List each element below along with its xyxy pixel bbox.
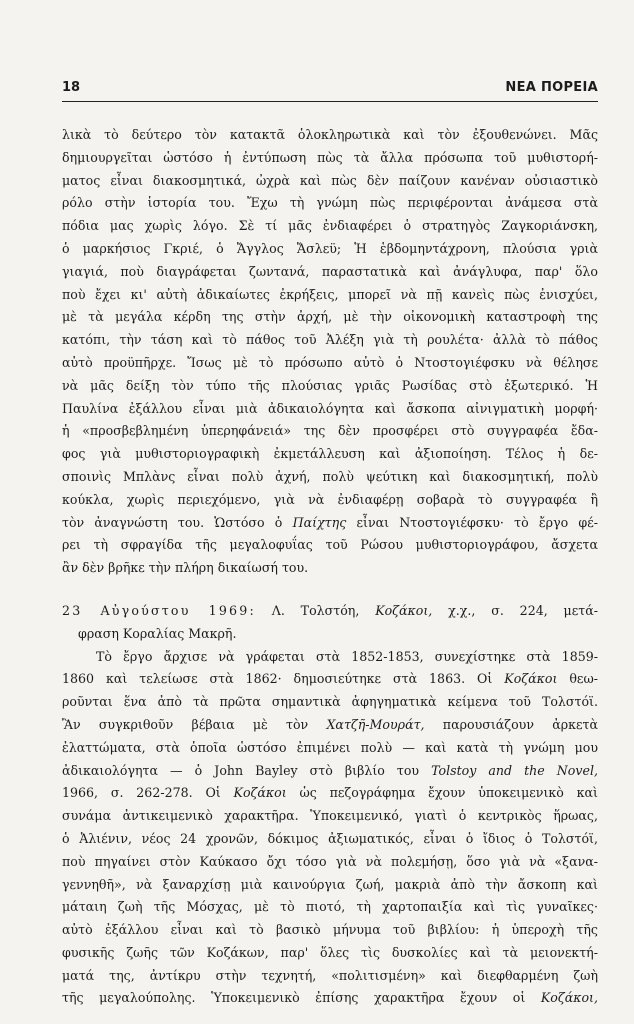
text-line: γιαγιά, ποὺ διαγράφεται ζωντανά, παραστατικὰ καὶ ἀνάγλυφα, παρ' ὅλο <box>62 263 598 279</box>
text-line: ἐλαττώματα, στὰ ὁποῖα ὡστόσο ἐπιμένει πολὺ — καὶ κατὰ τὴ γνώμη μου <box>62 739 598 755</box>
text-line: ὁ Ἀλιένιν, νέος 24 χρονῶν, δόκιμος ἀξιωματικός, εἶναι ὁ ἴδιος ὁ Τολστόϊ, <box>62 830 598 846</box>
text-line: ὁ μαρκήσιος Γκριέ, ὁ Ἄγγλος Ἄσλεϋ; Ἡ ἑβδομηντάχρονη, πλούσια γριὰ <box>62 240 598 256</box>
book-entry <box>62 600 598 646</box>
text-fragment: 1966, σ. 262-278. Οἱ <box>62 785 221 801</box>
text-line: ἡ «προσβεβλημένη ὑπερηφάνειά» της δὲν προσφέρει στὸ συγγραφέα ἔδα- <box>62 423 598 439</box>
text-line: δημιουργεῖται ὡστόσο ἡ ἐντύπωση πὼς τὰ ἄλλα πρόσωπα τοῦ μυθιστορή- <box>62 149 598 165</box>
text-line: ρόλο στὴν ἱστορία του. Ἔχω τὴ γνώμη πὼς περιφέρονται ἀνάμεσα στὰ <box>62 195 598 211</box>
text-fragment: 1860 καὶ τελείωσε στὰ 1862· δημοσιεύτηκε στὰ 1863. Οἱ <box>62 671 493 687</box>
text-line: κούκλα, χωρὶς περιεχόμενο, γιὰ νὰ ἐνδιαφέρῃ σοβαρὰ τὸ συγγραφέα ἢ <box>62 491 598 507</box>
entry-translator-line: φραση Κοραλίας Μακρῆ. <box>78 625 237 641</box>
text-fragment: τῆς μεγαλούπολης. Ὑποκειμενικὸ ἐπίσης χαρακτῆρα ἔχουν οἱ <box>62 990 526 1006</box>
text-line: κατόπι, τὴν τάση καὶ τὸ πάθος τοῦ Ἀλέξη γιὰ τὴ ρουλέτα· ἀλλὰ τὸ πάθος <box>62 332 598 348</box>
text-line: ποὺ πηγαίνει στὸν Καύκασο ὄχι τόσο γιὰ νὰ πολεμήσῃ, ὅσο γιὰ νὰ «ξανα- <box>62 853 598 869</box>
text-line: λικὰ τὸ δεύτερο τὸν κατακτᾶ ὁλοκληρωτικὰ καὶ τὸν ἐξουθενώνει. Μᾶς <box>62 127 598 142</box>
text-line: νὰ μᾶς δείξη τὸν τύπο τῆς πλούσιας γριᾶς Ρωσίδας στὸ ἐξωτερικό. Ἡ <box>62 377 598 393</box>
text-fragment: παρουσιάζουν ἀρκετὰ <box>442 716 598 732</box>
paragraph-2 <box>62 646 598 1011</box>
page-number: 18 <box>62 80 81 95</box>
text-line <box>62 987 598 1010</box>
paragraph-1 <box>62 124 598 580</box>
book-title-italic: Κοζάκοι, <box>540 990 598 1006</box>
text-line: ροῦνται ἕνα ἀπὸ τὰ πρῶτα σημαντικὰ ἀφηγηματικὰ κείμενα τοῦ Τολστόϊ. <box>62 694 598 710</box>
text-line <box>62 512 598 535</box>
text-line: Παυλίνα ἐξάλλου εἶναι μιὰ ἀδικαιολόγητα καὶ ἄσκοπα αἰνιγματικὴ μορφή· <box>62 400 598 416</box>
text-line: ματά της, ἀντίκρυ στὴν τεχνητή, «πολιτισμένη» καὶ διεφθαρμένη ζωὴ <box>62 967 598 983</box>
text-line: πόδια μας χωρὶς λόγο. Σὲ τί μᾶς ἐνδιαφέρει ὁ στρατηγὸς Ζαγκοριάνσκη, <box>62 218 598 234</box>
text-line: ἂν δὲν βρῆκε τὴν πλήρη δικαίωσή του. <box>62 560 309 576</box>
header-rule <box>62 101 598 102</box>
text-fragment: θεω- <box>569 671 598 687</box>
text-line: μάταιη ζωὴ τῆς Μόσχας, μὲ τὸ πιοτό, τὴ χαρτοπαιξία καὶ τὶς γυναῖκες· <box>62 899 598 915</box>
book-title-italic: Κοζάκοι <box>504 671 558 687</box>
entry-author: Λ. Τολστόη, <box>271 602 360 618</box>
text-fragment: Ἂν συγκριθοῦν βέβαια μὲ τὸν <box>62 716 309 732</box>
text-line <box>62 668 598 691</box>
text-line: συνάμα ἀντικειμενικὸ χαρακτῆρα. Ὑποκειμενικό, γιατὶ ὁ κεντρικὸς ἥρωας, <box>62 808 598 824</box>
entry-heading-line <box>62 600 598 623</box>
text-line: ματος εἶναι διακοσμητικά, ὠχρὰ καὶ πὼς δὲν παίζουν κανέναν οὐσιαστικὸ <box>62 172 598 188</box>
text-line <box>62 782 598 805</box>
text-fragment: ὡς πεζογράφημα ἔχουν ὑποκειμενικὸ καὶ <box>299 785 598 801</box>
book-title-italic: Κοζάκοι <box>233 785 287 801</box>
book-title-italic: Παίχτης <box>292 514 347 530</box>
entry-details: χ.χ., σ. 224, μετά- <box>448 602 598 618</box>
text-line: ποὺ ἔχει κι' αὐτὴ ἀδικαίωτες ἐκρήξεις, μπορεῖ νὰ πῇ κανεὶς πὼς ἐνισχύει, <box>62 286 598 302</box>
text-line: Τὸ ἔργο ἄρχισε νὰ γράφεται στὰ 1852-1853, συνεχίστηκε στὰ 1859- <box>96 648 598 664</box>
section-gap <box>62 580 598 600</box>
text-line <box>62 760 598 783</box>
text-line: φος γιὰ μυθιστοριογραφικὴ ἐκμετάλλευση καὶ ἀξιοποίηση. Τέλος ἡ δε- <box>62 446 598 462</box>
book-title-italic: Χατζῆ-Μουράτ, <box>326 716 425 732</box>
text-line: σποινὶς Μπλὰνς εἶναι πολὺ ἀχνή, πολὺ ψεύτικη καὶ διακοσμητική, πολὺ <box>62 468 598 484</box>
text-line: αὐτὸ προϋπῆρχε. Ἴσως μὲ τὸ πρόσωπο αὐτὸ ὁ Ντοστογιέφσκυ νὰ θέλησε <box>62 354 598 370</box>
text-line: μὲ τὰ μεγάλα κέρδη της στὴν ἀρχή, μὲ τὴν οἰκονομικὴ καταστροφὴ της <box>62 309 598 325</box>
text-fragment: εἶναι Ντοστογιέφσκυ· τὸ ἔργο φέ- <box>356 514 598 530</box>
text-line: ρει τὴ σφραγίδα τῆς μεγαλοφυΐας τοῦ Ρώσου μυθιστοριογράφου, ἄσχετα <box>62 537 598 553</box>
text-line: φυσικῆς ζωῆς τῶν Κοζάκων, παρ' ὅλες τὶς δυσκολίες καὶ τὰ μειονεκτή- <box>62 944 598 960</box>
text-fragment: τὸν ἀναγνώστη του. Ὡστόσο ὁ <box>62 514 283 530</box>
text-line: γεννηθῆ», νὰ ξαναρχίσῃ μιὰ καινούργια ζωή, μακριὰ ἀπὸ τὴν ἄσκοπη καὶ <box>62 876 598 892</box>
page-body <box>62 124 598 1010</box>
entry-title: Κοζάκοι, <box>375 602 433 618</box>
running-title: ΝΕΑ ΠΟΡΕΙΑ <box>505 80 598 95</box>
text-line <box>62 714 598 737</box>
text-line: αὐτὸ ἐξάλλου εἶναι καὶ τὸ βασικὸ μήνυμα τοῦ βιβλίου: ἡ ὑπεροχὴ τῆς <box>62 922 598 938</box>
page-header <box>62 80 598 102</box>
text-fragment: ἀδικαιολόγητα — ὁ John Bayley στὸ βιβλίο του <box>62 762 420 778</box>
entry-date: 23 Αὐγούστου 1969: <box>62 602 256 618</box>
book-title-italic: Tolstoy and the Novel, <box>431 762 598 778</box>
